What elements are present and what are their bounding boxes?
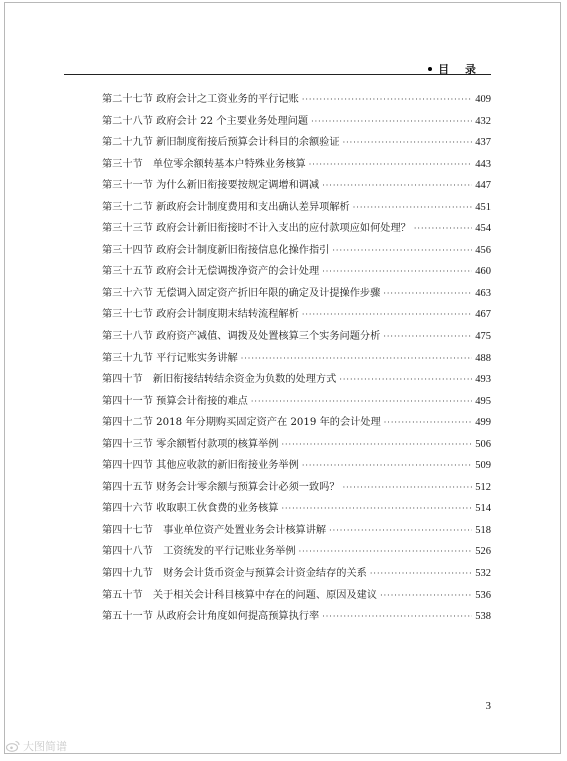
toc-entry-title: 第四十一节 预算会计衔接的难点 — [102, 395, 248, 407]
toc-entry[interactable] — [102, 218, 491, 240]
toc-entry-title: 第四十三节 零余额暂付款项的核算举例 — [102, 438, 279, 450]
toc-entry[interactable] — [102, 520, 491, 542]
toc-entry-title: 第四十二节 2018 年分期购买固定资产在 2019 年的会计处理 — [102, 417, 381, 429]
toc-entry-page-number: 509 — [475, 460, 491, 472]
toc-entry-page-number: 493 — [475, 374, 491, 386]
toc-entry-page-number: 532 — [475, 568, 491, 580]
toc-entry-title: 第五十节 关于相关会计科目核算中存在的问题、原因及建议 — [102, 589, 378, 601]
toc-entry-title: 第三十四节 政府会计制度新旧衔接信息化操作指引 — [102, 244, 330, 256]
toc-entry-page-number: 495 — [475, 395, 491, 407]
dot-leader — [414, 218, 472, 240]
watermark-text: 大图简谱 — [23, 740, 67, 753]
page-title: 目 录 — [438, 63, 482, 76]
toc-entry-page-number: 443 — [475, 158, 491, 170]
toc-entry[interactable] — [102, 175, 491, 197]
toc-entry-page-number: 518 — [475, 524, 491, 536]
toc-entry-page-number: 536 — [475, 589, 491, 601]
toc-entry[interactable] — [102, 197, 491, 219]
toc-entry[interactable] — [102, 585, 491, 607]
dot-leader — [343, 132, 473, 154]
dot-leader — [302, 304, 472, 326]
dot-leader — [251, 391, 472, 413]
toc-entry[interactable] — [102, 283, 491, 305]
dot-leader — [322, 606, 472, 628]
header-rule — [64, 74, 491, 75]
toc-entry-page-number: 506 — [475, 438, 491, 450]
toc-entry-title: 第二十七节 政府会计之工资业务的平行记账 — [102, 94, 299, 105]
dot-leader — [241, 348, 473, 370]
toc-entry-page-number: 447 — [475, 180, 491, 192]
toc-entry[interactable] — [102, 326, 491, 348]
page-number: 3 — [485, 700, 491, 712]
toc-entry[interactable] — [102, 434, 491, 456]
toc-entry-title: 第三十六节 无偿调入固定资产折旧年限的确定及计提操作步骤 — [102, 287, 381, 299]
dot-leader — [353, 197, 473, 219]
toc-entry-page-number: 456 — [475, 244, 491, 256]
dot-leader — [383, 326, 472, 348]
dot-leader — [322, 261, 472, 283]
toc-entry-title: 第四十八节 工资统发的平行记账业务举例 — [102, 546, 296, 558]
dot-leader — [322, 175, 472, 197]
toc-entry-title: 第四十七节 事业单位资产处置业务会计核算讲解 — [102, 524, 327, 536]
toc-entry-page-number: 499 — [475, 417, 491, 429]
toc-entry-page-number: 437 — [475, 137, 491, 149]
toc-entry-page-number: 514 — [475, 503, 491, 515]
dot-leader — [384, 412, 473, 434]
toc-entry[interactable] — [102, 89, 491, 111]
toc-entry[interactable] — [102, 348, 491, 370]
toc-entry-title: 第三十八节 政府资产减值、调拨及处置核算三个实务问题分析 — [102, 331, 381, 343]
toc-entry-page-number: 460 — [475, 266, 491, 278]
toc-entry[interactable] — [102, 412, 491, 434]
toc-entry-title: 第三十节 单位零余额转基本户特殊业务核算 — [102, 158, 306, 170]
dot-leader — [299, 541, 473, 563]
toc-entry-page-number: 538 — [475, 611, 491, 623]
dot-leader — [309, 154, 473, 176]
toc-entry[interactable] — [102, 154, 491, 176]
toc-entry[interactable] — [102, 369, 491, 391]
toc-entry[interactable] — [102, 132, 491, 154]
dot-leader — [302, 89, 472, 111]
dot-leader — [370, 563, 472, 585]
toc-entry[interactable] — [102, 391, 491, 413]
toc-entry-page-number: 409 — [475, 94, 491, 105]
toc-entry[interactable] — [102, 541, 491, 563]
toc-entry[interactable] — [102, 240, 491, 262]
toc-entry[interactable] — [102, 477, 491, 499]
dot-leader — [281, 434, 472, 456]
dot-leader — [332, 240, 472, 262]
dot-leader — [343, 477, 473, 499]
watermark — [6, 738, 67, 754]
toc-entry-title: 第三十三节 政府会计新旧衔接时不计入支出的应付款项应如何处理？ — [102, 223, 411, 235]
toc-entry-title: 第四十四节 其他应收款的新旧衔接业务举例 — [102, 460, 299, 472]
toc-entry-page-number: 451 — [475, 201, 491, 213]
toc-entry-page-number: 488 — [475, 352, 491, 364]
dot-leader — [281, 498, 472, 520]
toc-entry-page-number: 475 — [475, 331, 491, 343]
toc-entry-page-number: 432 — [475, 115, 491, 127]
toc-entry-page-number: 463 — [475, 287, 491, 299]
toc-entry[interactable] — [102, 455, 491, 477]
toc-entry-title: 第三十七节 政府会计制度期末结转流程解析 — [102, 309, 299, 321]
dot-leader — [380, 585, 472, 607]
weibo-logo-icon — [6, 740, 20, 752]
toc-entry-page-number: 467 — [475, 309, 491, 321]
dot-leader — [383, 283, 472, 305]
toc-entry-title: 第三十一节 为什么新旧衔接要按规定调增和调减 — [102, 180, 320, 192]
toc-entry-page-number: 454 — [475, 223, 491, 235]
toc-entry-title: 第四十六节 收取职工伙食费的业务核算 — [102, 503, 279, 515]
table-of-contents — [102, 89, 491, 628]
toc-entry[interactable] — [102, 261, 491, 283]
dot-leader — [329, 520, 472, 542]
toc-entry-title: 第四十九节 财务会计货币资金与预算会计资金结存的关系 — [102, 568, 367, 580]
toc-entry[interactable] — [102, 304, 491, 326]
toc-entry-title: 第四十五节 财务会计零余额与预算会计必须一致吗？ — [102, 481, 340, 493]
toc-entry-title: 第三十九节 平行记账实务讲解 — [102, 352, 238, 364]
toc-entry-page-number: 526 — [475, 546, 491, 558]
dot-leader — [302, 455, 472, 477]
dot-leader — [311, 111, 472, 133]
toc-entry-title: 第五十一节 从政府会计角度如何提高预算执行率 — [102, 611, 320, 623]
toc-entry-title: 第二十九节 新旧制度衔接后预算会计科目的余额验证 — [102, 137, 340, 149]
bullet-icon — [428, 67, 432, 71]
toc-entry-title: 第四十节 新旧衔接结转结余资金为负数的处理方式 — [102, 374, 337, 386]
dot-leader — [339, 369, 472, 391]
toc-entry[interactable] — [102, 498, 491, 520]
toc-entry[interactable] — [102, 606, 491, 628]
toc-entry[interactable] — [102, 563, 491, 585]
toc-entry-title: 第二十八节 政府会计 22 个主要业务处理问题 — [102, 115, 309, 127]
toc-entry-title: 第三十五节 政府会计无偿调拨净资产的会计处理 — [102, 266, 320, 278]
toc-entry-page-number: 512 — [475, 481, 491, 493]
toc-entry-title: 第三十二节 新政府会计制度费用和支出确认差异项解析 — [102, 201, 350, 213]
toc-entry[interactable] — [102, 111, 491, 133]
